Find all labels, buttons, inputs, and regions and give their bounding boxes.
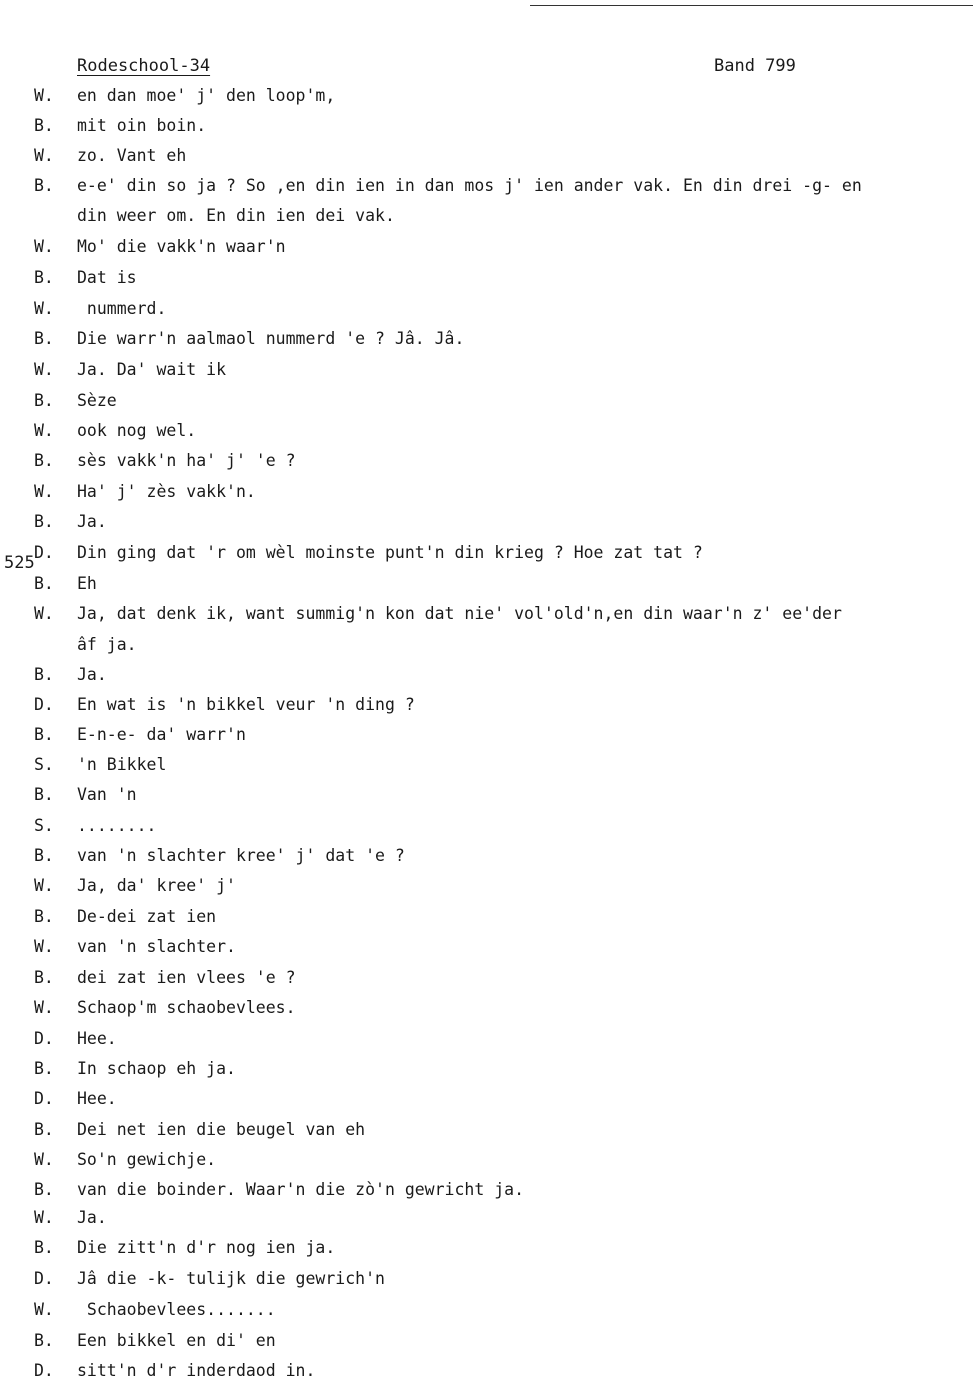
school-header: Rodeschool-34: [77, 56, 211, 76]
transcript-line: [0, 604, 973, 634]
utterance-text: mit oin boin.: [77, 116, 207, 135]
transcript-line: [0, 1029, 973, 1059]
utterance-text: Mo' die vakk'n waar'n: [77, 237, 286, 256]
speaker-label: B.: [34, 574, 54, 593]
transcript-line: [0, 512, 973, 542]
transcript-line: [0, 937, 973, 967]
transcript-line: [0, 391, 973, 421]
utterance-text: ........: [77, 816, 157, 835]
transcript-line: [0, 998, 973, 1028]
transcript-line: [0, 816, 973, 846]
transcript-line: [0, 329, 973, 359]
band-header: Band 799: [714, 56, 796, 76]
transcript-line: [0, 237, 973, 267]
utterance-text: E-n-e- da' warr'n: [77, 725, 246, 744]
transcript-line: [0, 907, 973, 937]
speaker-label: W.: [34, 482, 54, 501]
utterance-text: Din ging dat 'r om wèl moinste punt'n din krieg ? Hoe zat tat ?: [77, 543, 703, 562]
speaker-label: B.: [34, 1120, 54, 1139]
transcript-line: [0, 968, 973, 998]
transcript-line: [0, 268, 973, 298]
utterance-text: Hee.: [77, 1029, 117, 1048]
transcript-line: [0, 360, 973, 390]
utterance-text: âf ja.: [77, 635, 137, 654]
utterance-text: Ja. Da' wait ik: [77, 360, 227, 379]
utterance-text: Ja, dat denk ik, want summig'n kon dat nie' vol'old'n,en din waar'n z' ee'der: [77, 604, 842, 623]
utterance-text: en dan moe' j' den loop'm,: [77, 86, 336, 105]
top-rule: [530, 5, 973, 6]
speaker-label: D.: [34, 543, 54, 562]
margin-note: 525: [4, 553, 35, 573]
transcript-line: [0, 1300, 973, 1330]
utterance-text: Dat is: [77, 268, 137, 287]
speaker-label: D.: [34, 695, 54, 714]
speaker-label: B.: [34, 846, 54, 865]
transcript-line: [0, 206, 973, 236]
speaker-label: B.: [34, 725, 54, 744]
transcript-line: [0, 1059, 973, 1089]
utterance-text: sitt'n d'r inderdaod in.: [77, 1361, 316, 1380]
utterance-text: Die zitt'n d'r nog ien ja.: [77, 1238, 336, 1257]
utterance-text: Eh: [77, 574, 97, 593]
speaker-label: D.: [34, 1361, 54, 1380]
transcript-line: [0, 1269, 973, 1299]
speaker-label: W.: [34, 937, 54, 956]
speaker-label: W.: [34, 876, 54, 895]
transcript-line: [0, 116, 973, 146]
speaker-label: W.: [34, 237, 54, 256]
speaker-label: W.: [34, 1208, 54, 1227]
utterance-text: Ja, da' kree' j': [77, 876, 236, 895]
utterance-text: zo. Vant eh: [77, 146, 187, 165]
transcript-line: [0, 1150, 973, 1180]
utterance-text: Die warr'n aalmaol nummerd 'e ? Jâ. Jâ.: [77, 329, 465, 348]
speaker-label: W.: [34, 86, 54, 105]
utterance-text: Hee.: [77, 1089, 117, 1108]
transcript-line: [0, 176, 973, 206]
transcript-line: [0, 665, 973, 695]
speaker-label: B.: [34, 1180, 54, 1199]
utterance-text: sès vakk'n ha' j' 'e ?: [77, 451, 296, 470]
transcript-line: [0, 695, 973, 725]
transcript-line: [0, 755, 973, 785]
utterance-text: De-dei zat ien: [77, 907, 217, 926]
transcript-line: [0, 785, 973, 815]
transcript-line: [0, 1180, 973, 1210]
speaker-label: B.: [34, 512, 54, 531]
transcript-line: [0, 1361, 973, 1391]
speaker-label: B.: [34, 968, 54, 987]
speaker-label: B.: [34, 785, 54, 804]
utterance-text: So'n gewichje.: [77, 1150, 217, 1169]
speaker-label: W.: [34, 1300, 54, 1319]
utterance-text: van 'n slachter kree' j' dat 'e ?: [77, 846, 405, 865]
transcript-line: [0, 725, 973, 755]
speaker-label: B.: [34, 116, 54, 135]
transcript-line: [0, 1238, 973, 1268]
speaker-label: D.: [34, 1089, 54, 1108]
utterance-text: ook nog wel.: [77, 421, 197, 440]
speaker-label: B.: [34, 907, 54, 926]
transcript-line: [0, 482, 973, 512]
speaker-label: W.: [34, 360, 54, 379]
speaker-label: B.: [34, 391, 54, 410]
speaker-label: W.: [34, 998, 54, 1017]
speaker-label: S.: [34, 816, 54, 835]
transcript-line: [0, 574, 973, 604]
utterance-text: Ja.: [77, 665, 107, 684]
speaker-label: D.: [34, 1029, 54, 1048]
utterance-text: Dei net ien die beugel van eh: [77, 1120, 366, 1139]
utterance-text: Van 'n: [77, 785, 137, 804]
transcript-line: [0, 299, 973, 329]
speaker-label: W.: [34, 1150, 54, 1169]
speaker-label: W.: [34, 299, 54, 318]
utterance-text: van 'n slachter.: [77, 937, 236, 956]
transcript-line: [0, 1331, 973, 1361]
transcript-line: [0, 846, 973, 876]
transcript-line: [0, 543, 973, 573]
utterance-text: e-e' din so ja ? So ,en din ien in dan mos j' ien ander vak. En din drei -g- en: [77, 176, 862, 195]
speaker-label: B.: [34, 1059, 54, 1078]
utterance-text: En wat is 'n bikkel veur 'n ding ?: [77, 695, 415, 714]
utterance-text: 'n Bikkel: [77, 755, 167, 774]
transcript-line: [0, 86, 973, 116]
speaker-label: W.: [34, 146, 54, 165]
transcript-line: [0, 1120, 973, 1150]
speaker-label: S.: [34, 755, 54, 774]
utterance-text: Ja.: [77, 1208, 107, 1227]
speaker-label: B.: [34, 1238, 54, 1257]
speaker-label: B.: [34, 451, 54, 470]
speaker-label: B.: [34, 665, 54, 684]
transcript-line: [0, 421, 973, 451]
speaker-label: B.: [34, 176, 54, 195]
transcript-line: [0, 451, 973, 481]
utterance-text: Een bikkel en di' en: [77, 1331, 276, 1350]
speaker-label: B.: [34, 1331, 54, 1350]
utterance-text: Jâ die -k- tulijk die gewrich'n: [77, 1269, 385, 1288]
speaker-label: W.: [34, 421, 54, 440]
utterance-text: Sèze: [77, 391, 117, 410]
speaker-label: W.: [34, 604, 54, 623]
transcript-line: [0, 1208, 973, 1238]
speaker-label: B.: [34, 329, 54, 348]
transcript-line: [0, 876, 973, 906]
utterance-text: din weer om. En din ien dei vak.: [77, 206, 395, 225]
utterance-text: nummerd.: [77, 299, 167, 318]
transcript-line: [0, 635, 973, 665]
utterance-text: dei zat ien vlees 'e ?: [77, 968, 296, 987]
speaker-label: D.: [34, 1269, 54, 1288]
utterance-text: In schaop eh ja.: [77, 1059, 236, 1078]
transcript-line: [0, 146, 973, 176]
utterance-text: Schaobevlees.......: [77, 1300, 276, 1319]
transcript-line: [0, 1089, 973, 1119]
utterance-text: Ja.: [77, 512, 107, 531]
speaker-label: B.: [34, 268, 54, 287]
utterance-text: Schaop'm schaobevlees.: [77, 998, 296, 1017]
utterance-text: Ha' j' zès vakk'n.: [77, 482, 256, 501]
utterance-text: van die boinder. Waar'n die zò'n gewricht ja.: [77, 1180, 525, 1199]
